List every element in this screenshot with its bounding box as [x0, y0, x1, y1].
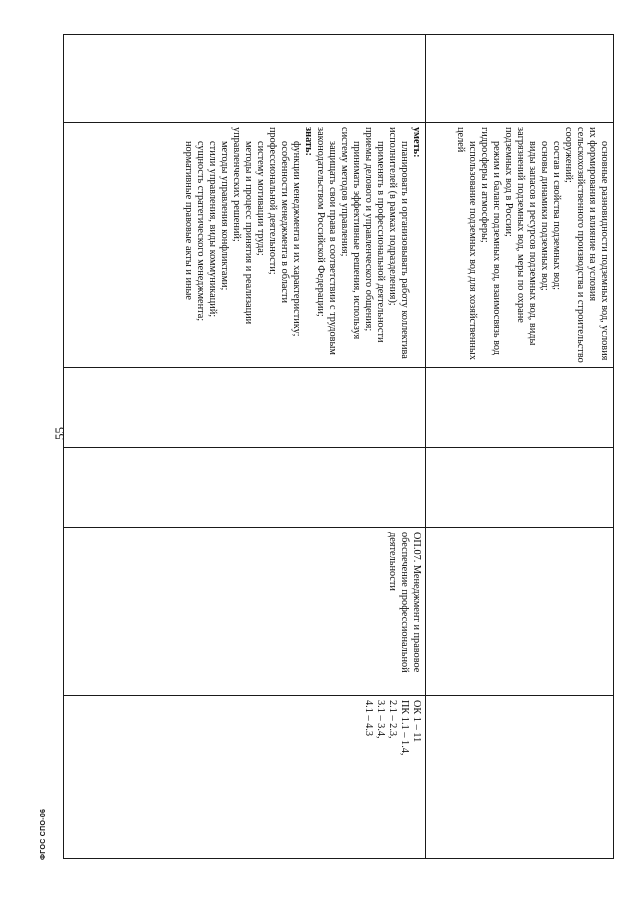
- list-item: функции менеджмента и их характеристику;: [291, 141, 302, 337]
- list-item: виды запасов и ресурсов подземных вод, виды загрязнений подземных вод, меры по охране подземных вод в России;: [503, 127, 538, 346]
- footer-code: ФГОС СПО-06: [40, 808, 47, 860]
- hours-cell-top: [426, 368, 614, 448]
- competency-table: [63, 34, 614, 859]
- list-item: сущность стратегического менеджмента;: [195, 141, 206, 322]
- list-item: систему мотивации труда;: [255, 141, 266, 256]
- list-item: основные разновидности подземных вод, условия их формирования и влияние на условия сельскохозяйственного производства и строительство сооружений;: [563, 127, 610, 363]
- list-item: применять в профессиональной деятельности приемы делового и управленческого общения;: [363, 127, 386, 343]
- list-item: методы и процесс принятия и реализации управленческих решений;: [231, 127, 254, 325]
- competency-cell: [64, 696, 426, 859]
- list-item: состав и свойства подземных вод;: [551, 141, 562, 290]
- competency-code: ПК 1.1 – 1.4,: [399, 700, 410, 756]
- list-item: методы управления конфликтами;: [219, 141, 230, 291]
- table-row: [426, 35, 614, 859]
- knowledge-cell-bottom: [64, 123, 426, 368]
- competency-code: 2.1 – 2.3,: [387, 700, 398, 739]
- competency-code: 3.1 – 3.4,: [375, 700, 386, 739]
- list-item: нормативные правовые акты и иные: [183, 141, 194, 300]
- hours-cell-bottom-2: [64, 448, 426, 528]
- page-number: 55: [52, 427, 67, 440]
- index-cell-top: [426, 35, 614, 123]
- table-row: [64, 35, 426, 859]
- skills-heading: уметь:: [411, 127, 422, 158]
- index-cell-bottom: [64, 35, 426, 123]
- knowledge-heading: знать:: [303, 127, 314, 156]
- competency-code: ОК 1 – 11: [411, 700, 422, 743]
- hours-cell-bottom: [64, 368, 426, 448]
- competency-code: 4.1 – 4.3: [363, 700, 374, 737]
- list-item: стили управления, виды коммуникаций;: [207, 141, 218, 318]
- knowledge-cell-top: [426, 123, 614, 368]
- competency-cell-top: [426, 696, 614, 859]
- hours-cell-top-2: [426, 448, 614, 528]
- list-item: использование подземных вод для хозяйственных целей: [455, 127, 478, 360]
- list-item: особенности менеджмента в области профессиональной деятельности;: [267, 127, 290, 303]
- discipline-cell: [64, 528, 426, 696]
- list-item: принимать эффективные решения, используя систему методов управления;: [339, 127, 362, 340]
- list-item: режим и баланс подземных вод, взаимосвязь вод гидросферы и атмосферы;: [479, 127, 502, 356]
- list-item: защищать свои права в соответствии с трудовым законодательством Российской Федерации;: [315, 127, 338, 355]
- list-item: основы динамики подземных вод;: [539, 141, 550, 291]
- rotated-table-sheet: [64, 34, 614, 858]
- list-item: планировать и организовывать работу коллектива исполнителей (в рамках подразделения);: [387, 127, 410, 359]
- discipline-cell-top: [426, 528, 614, 696]
- discipline-name: ОП.07. Менеджмент и правовое обеспечение профессиональной деятельности: [387, 532, 422, 673]
